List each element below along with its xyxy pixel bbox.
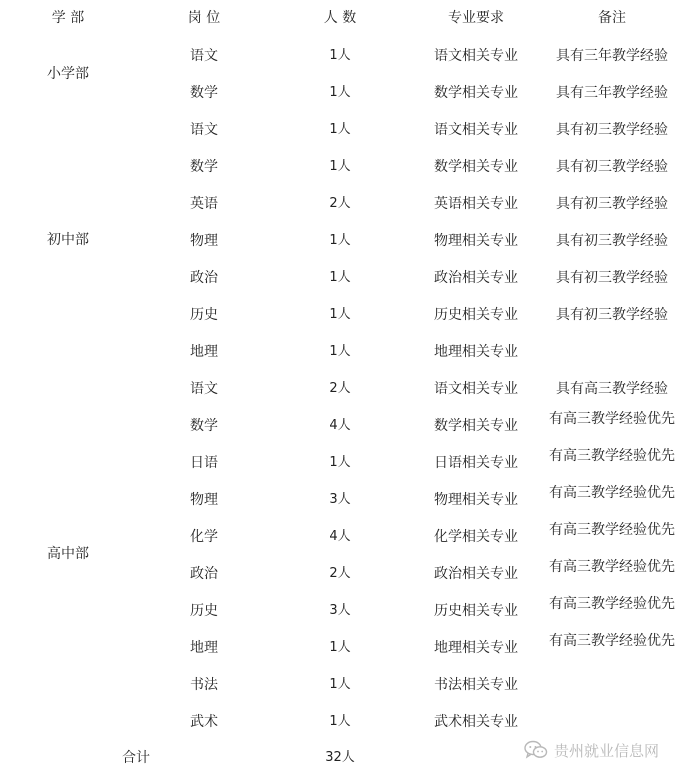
row-major: 政治相关专业	[434, 566, 518, 582]
row-count: 1人	[329, 677, 351, 692]
row-position: 英语	[190, 196, 218, 212]
watermark	[524, 738, 659, 762]
total-label: 合计	[122, 750, 150, 766]
row-remark: 具有初三教学经验	[556, 233, 668, 249]
watermark-text: 贵州就业信息网	[553, 741, 659, 760]
row-position: 书法	[190, 677, 218, 693]
row-remark: 具有三年教学经验	[556, 85, 668, 101]
row-major: 物理相关专业	[434, 233, 518, 249]
row-position: 历史	[190, 307, 218, 323]
row-position: 日语	[190, 455, 218, 471]
row-major: 化学相关专业	[434, 529, 518, 545]
row-count: 1人	[329, 159, 351, 174]
row-count: 2人	[329, 566, 351, 581]
row-count: 3人	[329, 492, 351, 507]
row-count: 1人	[329, 307, 351, 322]
row-count: 1人	[329, 640, 351, 655]
wechat-icon	[524, 740, 548, 760]
row-count: 1人	[329, 48, 351, 63]
department-primary: 小学部	[47, 66, 89, 82]
row-major: 历史相关专业	[434, 603, 518, 619]
row-count: 1人	[329, 270, 351, 285]
row-position: 地理	[190, 640, 218, 656]
row-remark: 具有高三教学经验	[556, 381, 668, 397]
row-position: 物理	[190, 233, 218, 249]
row-count: 1人	[329, 85, 351, 100]
department-senior: 高中部	[47, 546, 89, 562]
row-major: 语文相关专业	[434, 381, 518, 397]
row-position: 政治	[190, 566, 218, 582]
row-remark: 有高三教学经验优先	[549, 411, 675, 427]
row-remark: 有高三教学经验优先	[549, 522, 675, 538]
header-department: 学 部	[51, 10, 85, 26]
row-remark: 有高三教学经验优先	[549, 448, 675, 464]
row-position: 数学	[190, 85, 218, 101]
row-position: 历史	[190, 603, 218, 619]
row-remark: 具有初三教学经验	[556, 307, 668, 323]
row-major: 英语相关专业	[434, 196, 518, 212]
row-major: 日语相关专业	[434, 455, 518, 471]
row-count: 1人	[329, 455, 351, 470]
row-remark: 具有初三教学经验	[556, 196, 668, 212]
row-remark: 具有初三教学经验	[556, 270, 668, 286]
row-position: 地理	[190, 344, 218, 360]
row-remark: 有高三教学经验优先	[549, 596, 675, 612]
row-count: 2人	[329, 196, 351, 211]
total-count: 32人	[325, 750, 355, 765]
row-count: 1人	[329, 344, 351, 359]
department-junior: 初中部	[47, 232, 89, 248]
row-major: 书法相关专业	[434, 677, 518, 693]
row-major: 物理相关专业	[434, 492, 518, 508]
row-count: 4人	[329, 418, 351, 433]
row-major: 语文相关专业	[434, 122, 518, 138]
row-major: 数学相关专业	[434, 159, 518, 175]
row-position: 语文	[190, 48, 218, 64]
row-major: 地理相关专业	[434, 344, 518, 360]
row-major: 武术相关专业	[434, 714, 518, 730]
row-position: 语文	[190, 381, 218, 397]
row-count: 1人	[329, 233, 351, 248]
row-remark: 有高三教学经验优先	[549, 485, 675, 501]
row-position: 武术	[190, 714, 218, 730]
row-position: 政治	[190, 270, 218, 286]
row-count: 1人	[329, 714, 351, 729]
row-major: 语文相关专业	[434, 48, 518, 64]
row-major: 历史相关专业	[434, 307, 518, 323]
row-position: 数学	[190, 159, 218, 175]
row-remark: 有高三教学经验优先	[549, 559, 675, 575]
row-position: 物理	[190, 492, 218, 508]
row-remark: 具有初三教学经验	[556, 159, 668, 175]
row-count: 1人	[329, 122, 351, 137]
row-remark: 有高三教学经验优先	[549, 633, 675, 649]
header-remark: 备注	[598, 10, 626, 26]
row-position: 化学	[190, 529, 218, 545]
row-count: 2人	[329, 381, 351, 396]
header-position: 岗 位	[187, 10, 221, 26]
row-major: 政治相关专业	[434, 270, 518, 286]
header-major: 专业要求	[448, 10, 504, 26]
row-position: 数学	[190, 418, 218, 434]
row-position: 语文	[190, 122, 218, 138]
row-major: 数学相关专业	[434, 418, 518, 434]
row-major: 地理相关专业	[434, 640, 518, 656]
header-count: 人 数	[323, 10, 357, 26]
row-count: 3人	[329, 603, 351, 618]
row-remark: 具有三年教学经验	[556, 48, 668, 64]
row-major: 数学相关专业	[434, 85, 518, 101]
row-count: 4人	[329, 529, 351, 544]
row-remark: 具有初三教学经验	[556, 122, 668, 138]
